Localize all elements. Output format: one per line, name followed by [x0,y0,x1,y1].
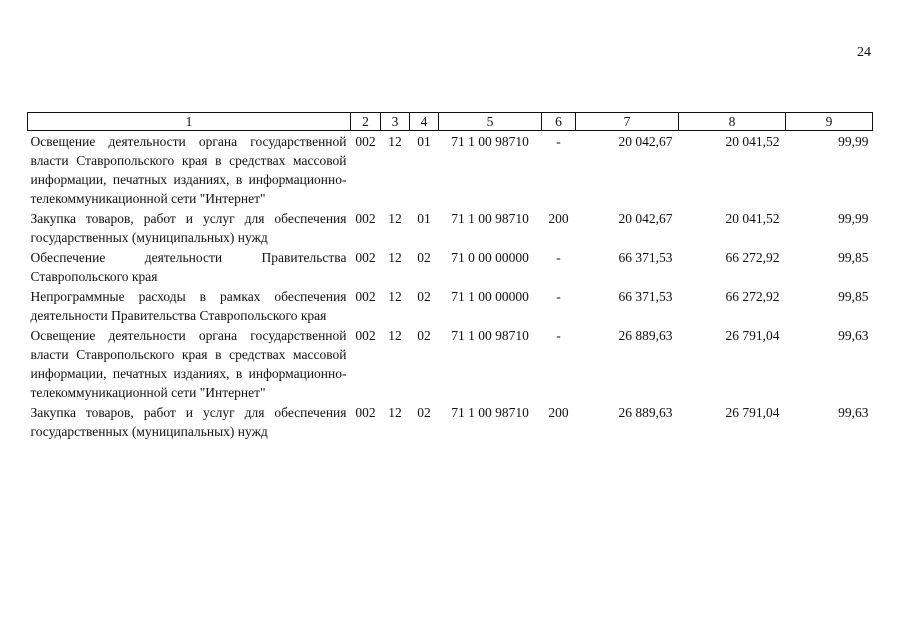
subsection-code: 01 [417,134,431,149]
section-code: 12 [388,211,402,226]
column-header: 9 [786,113,873,131]
table-row [28,247,873,286]
actual-amount: 20 041,52 [725,211,780,226]
ministry-code: 002 [355,250,376,265]
target-article-code: 71 1 00 98710 [451,211,529,226]
actual-amount: 26 791,04 [725,328,780,343]
column-header: 7 [576,113,679,131]
subsection-code: 02 [417,289,431,304]
table-row [28,208,873,247]
table-row [28,402,873,441]
expense-name: Обеспечение деятельности Правительства Ставропольского края [30,250,347,284]
expense-name: Закупка товаров, работ и услуг для обеспечения государственных (муниципальных) нужд [30,211,347,245]
column-header: 3 [381,113,410,131]
planned-amount: 26 889,63 [618,328,673,343]
expense-type-code: - [556,250,561,265]
expense-type-code: 200 [548,211,569,226]
table-row [28,286,873,325]
target-article-code: 71 0 00 00000 [451,250,529,265]
execution-percent: 99,63 [838,405,869,420]
table-row [28,131,873,209]
ministry-code: 002 [355,405,376,420]
expense-type-code: 200 [548,405,569,420]
expense-name: Закупка товаров, работ и услуг для обеспечения государственных (муниципальных) нужд [30,405,347,439]
subsection-code: 02 [417,405,431,420]
actual-amount: 26 791,04 [725,405,780,420]
execution-percent: 99,85 [838,250,869,265]
section-code: 12 [388,250,402,265]
section-code: 12 [388,405,402,420]
subsection-code: 02 [417,328,431,343]
expense-type-code: - [556,134,561,149]
execution-percent: 99,99 [838,134,869,149]
section-code: 12 [388,134,402,149]
section-code: 12 [388,328,402,343]
subsection-code: 02 [417,250,431,265]
table-row [28,325,873,402]
expense-type-code: - [556,289,561,304]
execution-percent: 99,85 [838,289,869,304]
expense-name: Освещение деятельности органа государственной власти Ставропольского края в средствах массовой информации, печатных изданиях, в информационно-телекоммуникационной сети "Интернет" [30,328,347,400]
ministry-code: 002 [355,134,376,149]
expense-name: Непрограммные расходы в рамках обеспечения деятельности Правительства Ставропольского края [30,289,347,323]
column-header: 2 [351,113,381,131]
target-article-code: 71 1 00 98710 [451,328,529,343]
column-header: 6 [542,113,576,131]
execution-percent: 99,63 [838,328,869,343]
planned-amount: 26 889,63 [618,405,673,420]
planned-amount: 20 042,67 [618,134,673,149]
expense-type-code: - [556,328,561,343]
ministry-code: 002 [355,328,376,343]
actual-amount: 20 041,52 [725,134,780,149]
column-header: 1 [28,113,351,131]
budget-table [27,112,873,441]
planned-amount: 66 371,53 [618,289,673,304]
header-row [28,113,873,131]
target-article-code: 71 1 00 98710 [451,405,529,420]
actual-amount: 66 272,92 [725,250,780,265]
execution-percent: 99,99 [838,211,869,226]
column-header: 4 [410,113,439,131]
planned-amount: 20 042,67 [618,211,673,226]
page-number: 24 [857,45,871,60]
column-header: 5 [439,113,542,131]
planned-amount: 66 371,53 [618,250,673,265]
subsection-code: 01 [417,211,431,226]
column-header: 8 [679,113,786,131]
expense-name: Освещение деятельности органа государственной власти Ставропольского края в средствах массовой информации, печатных изданиях, в информационно-телекоммуникационной сети "Интернет" [30,134,347,206]
target-article-code: 71 1 00 00000 [451,289,529,304]
ministry-code: 002 [355,211,376,226]
section-code: 12 [388,289,402,304]
target-article-code: 71 1 00 98710 [451,134,529,149]
actual-amount: 66 272,92 [725,289,780,304]
ministry-code: 002 [355,289,376,304]
